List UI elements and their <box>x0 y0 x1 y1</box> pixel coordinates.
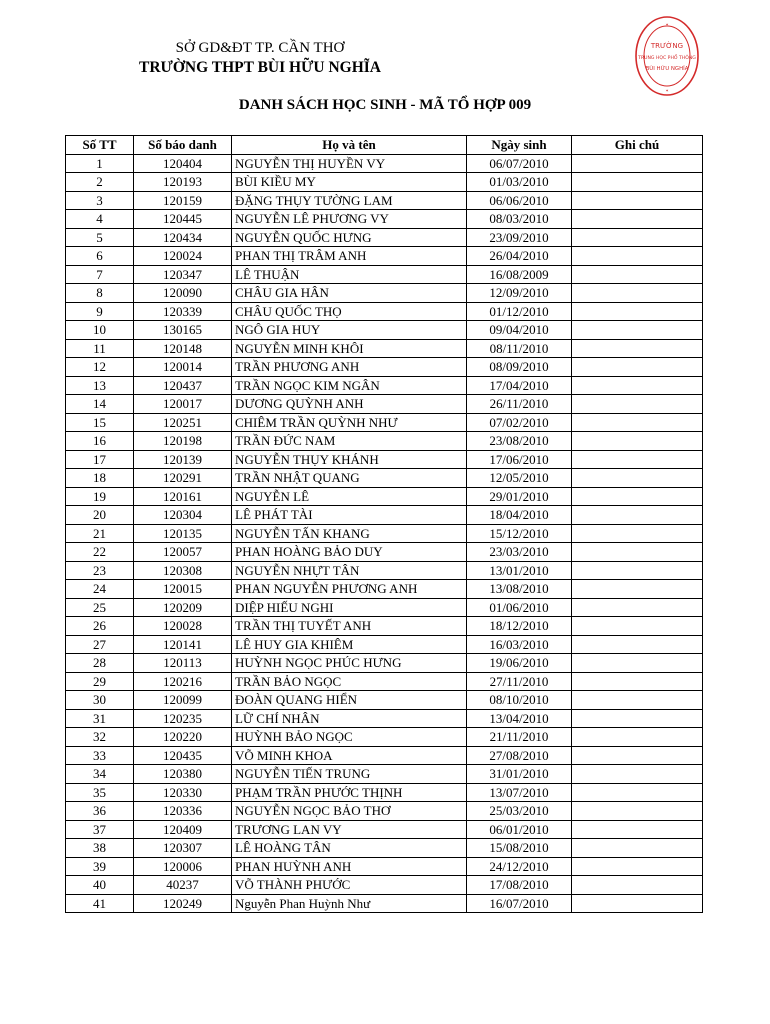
cell-sbd: 120015 <box>134 580 232 599</box>
cell-note <box>572 561 703 580</box>
cell-dob: 08/10/2010 <box>467 691 572 710</box>
cell-dob: 16/07/2010 <box>467 894 572 913</box>
cell-note <box>572 543 703 562</box>
cell-dob: 27/08/2010 <box>467 746 572 765</box>
table-row <box>66 783 703 802</box>
cell-stt: 41 <box>66 894 134 913</box>
cell-dob: 13/04/2010 <box>467 709 572 728</box>
cell-name: LÊ THUẬN <box>232 265 467 284</box>
cell-stt: 22 <box>66 543 134 562</box>
cell-sbd: 130165 <box>134 321 232 340</box>
table-row <box>66 802 703 821</box>
cell-note <box>572 487 703 506</box>
cell-sbd: 120330 <box>134 783 232 802</box>
table-row <box>66 413 703 432</box>
cell-sbd: 120057 <box>134 543 232 562</box>
cell-stt: 17 <box>66 450 134 469</box>
table-row <box>66 228 703 247</box>
cell-dob: 18/12/2010 <box>467 617 572 636</box>
cell-stt: 15 <box>66 413 134 432</box>
cell-stt: 3 <box>66 191 134 210</box>
cell-note <box>572 339 703 358</box>
svg-text:✶: ✶ <box>665 22 669 27</box>
column-header-sbd: Số báo danh <box>134 136 232 155</box>
cell-stt: 36 <box>66 802 134 821</box>
table-row <box>66 839 703 858</box>
cell-sbd: 120435 <box>134 746 232 765</box>
cell-note <box>572 358 703 377</box>
cell-stt: 38 <box>66 839 134 858</box>
cell-sbd: 120090 <box>134 284 232 303</box>
cell-name: BÙI KIỀU MY <box>232 173 467 192</box>
cell-sbd: 120434 <box>134 228 232 247</box>
cell-name: PHAN HOÀNG BẢO DUY <box>232 543 467 562</box>
table-row <box>66 765 703 784</box>
cell-sbd: 120113 <box>134 654 232 673</box>
cell-dob: 23/09/2010 <box>467 228 572 247</box>
cell-note <box>572 506 703 525</box>
cell-stt: 40 <box>66 876 134 895</box>
cell-sbd: 120304 <box>134 506 232 525</box>
cell-sbd: 120161 <box>134 487 232 506</box>
cell-dob: 17/04/2010 <box>467 376 572 395</box>
cell-stt: 26 <box>66 617 134 636</box>
cell-dob: 13/01/2010 <box>467 561 572 580</box>
cell-sbd: 120028 <box>134 617 232 636</box>
document-title: DANH SÁCH HỌC SINH - MÃ TỔ HỢP 009 <box>238 97 532 113</box>
table-row <box>66 580 703 599</box>
table-row <box>66 598 703 617</box>
cell-stt: 34 <box>66 765 134 784</box>
svg-text:✶: ✶ <box>665 88 669 93</box>
cell-stt: 13 <box>66 376 134 395</box>
cell-sbd: 120216 <box>134 672 232 691</box>
cell-sbd: 120307 <box>134 839 232 858</box>
cell-dob: 01/12/2010 <box>467 302 572 321</box>
cell-dob: 26/11/2010 <box>467 395 572 414</box>
cell-stt: 9 <box>66 302 134 321</box>
cell-note <box>572 894 703 913</box>
table-row <box>66 191 703 210</box>
cell-sbd: 120291 <box>134 469 232 488</box>
cell-stt: 19 <box>66 487 134 506</box>
cell-stt: 30 <box>66 691 134 710</box>
cell-sbd: 120014 <box>134 358 232 377</box>
cell-dob: 16/03/2010 <box>467 635 572 654</box>
table-row <box>66 691 703 710</box>
cell-stt: 5 <box>66 228 134 247</box>
cell-sbd: 120339 <box>134 302 232 321</box>
cell-dob: 06/01/2010 <box>467 820 572 839</box>
cell-name: LÊ HOÀNG TÂN <box>232 839 467 858</box>
cell-dob: 15/08/2010 <box>467 839 572 858</box>
table-row <box>66 728 703 747</box>
cell-sbd: 120409 <box>134 820 232 839</box>
cell-stt: 32 <box>66 728 134 747</box>
cell-sbd: 120347 <box>134 265 232 284</box>
cell-dob: 01/06/2010 <box>467 598 572 617</box>
cell-stt: 10 <box>66 321 134 340</box>
document-header <box>110 38 410 78</box>
table-row <box>66 746 703 765</box>
cell-dob: 26/04/2010 <box>467 247 572 266</box>
cell-sbd: 120159 <box>134 191 232 210</box>
cell-name: NGUYỄN QUỐC HƯNG <box>232 228 467 247</box>
cell-stt: 2 <box>66 173 134 192</box>
cell-stt: 35 <box>66 783 134 802</box>
cell-sbd: 120220 <box>134 728 232 747</box>
cell-name: NGUYỄN TIẾN TRUNG <box>232 765 467 784</box>
cell-dob: 21/11/2010 <box>467 728 572 747</box>
cell-note <box>572 302 703 321</box>
cell-sbd: 120198 <box>134 432 232 451</box>
cell-note <box>572 432 703 451</box>
cell-dob: 08/11/2010 <box>467 339 572 358</box>
table-row <box>66 635 703 654</box>
cell-stt: 21 <box>66 524 134 543</box>
department-name: SỞ GD&ĐT TP. CẦN THƠ <box>175 40 345 56</box>
cell-stt: 33 <box>66 746 134 765</box>
cell-name: DƯƠNG QUỲNH ANH <box>232 395 467 414</box>
cell-stt: 11 <box>66 339 134 358</box>
cell-note <box>572 247 703 266</box>
cell-sbd: 120006 <box>134 857 232 876</box>
table-row <box>66 376 703 395</box>
cell-sbd: 120209 <box>134 598 232 617</box>
table-row <box>66 561 703 580</box>
cell-note <box>572 191 703 210</box>
cell-name: HUỲNH BẢO NGỌC <box>232 728 467 747</box>
cell-name: TRẦN PHƯƠNG ANH <box>232 358 467 377</box>
column-header-note: Ghi chú <box>572 136 703 155</box>
cell-name: NGUYỄN LÊ PHƯƠNG VY <box>232 210 467 229</box>
cell-stt: 6 <box>66 247 134 266</box>
cell-note <box>572 469 703 488</box>
cell-note <box>572 802 703 821</box>
column-header-stt: Số TT <box>66 136 134 155</box>
cell-sbd: 120099 <box>134 691 232 710</box>
cell-dob: 23/03/2010 <box>467 543 572 562</box>
cell-sbd: 120437 <box>134 376 232 395</box>
cell-name: PHAN HUỲNH ANH <box>232 857 467 876</box>
cell-sbd: 120017 <box>134 395 232 414</box>
cell-name: LÊ PHÁT TÀI <box>232 506 467 525</box>
cell-sbd: 40237 <box>134 876 232 895</box>
table-row <box>66 672 703 691</box>
table-row <box>66 506 703 525</box>
cell-note <box>572 746 703 765</box>
cell-sbd: 120251 <box>134 413 232 432</box>
cell-stt: 37 <box>66 820 134 839</box>
cell-sbd: 120148 <box>134 339 232 358</box>
cell-stt: 1 <box>66 154 134 173</box>
table-row <box>66 524 703 543</box>
cell-name: CHIÊM TRẦN QUỲNH NHƯ <box>232 413 467 432</box>
cell-note <box>572 820 703 839</box>
cell-stt: 28 <box>66 654 134 673</box>
table-row <box>66 432 703 451</box>
cell-stt: 39 <box>66 857 134 876</box>
cell-dob: 16/08/2009 <box>467 265 572 284</box>
cell-dob: 31/01/2010 <box>467 765 572 784</box>
cell-sbd: 120249 <box>134 894 232 913</box>
cell-note <box>572 876 703 895</box>
cell-dob: 12/09/2010 <box>467 284 572 303</box>
cell-name: NGÔ GIA HUY <box>232 321 467 340</box>
cell-dob: 01/03/2010 <box>467 173 572 192</box>
cell-name: LÊ HUY GIA KHIÊM <box>232 635 467 654</box>
svg-text:TRUNG HỌC PHỔ THÔNG: TRUNG HỌC PHỔ THÔNG <box>638 56 696 61</box>
cell-sbd: 120445 <box>134 210 232 229</box>
cell-sbd: 120380 <box>134 765 232 784</box>
cell-stt: 24 <box>66 580 134 599</box>
cell-dob: 23/08/2010 <box>467 432 572 451</box>
svg-text:BÙI HỮU NGHĨA: BÙI HỮU NGHĨA <box>645 66 689 72</box>
cell-sbd: 120139 <box>134 450 232 469</box>
table-row <box>66 617 703 636</box>
cell-note <box>572 395 703 414</box>
cell-note <box>572 709 703 728</box>
cell-stt: 16 <box>66 432 134 451</box>
cell-name: CHÂU GIA HÂN <box>232 284 467 303</box>
svg-text:TRƯỜNG: TRƯỜNG <box>650 42 684 50</box>
cell-name: NGUYỄN MINH KHÔI <box>232 339 467 358</box>
cell-dob: 08/03/2010 <box>467 210 572 229</box>
cell-dob: 17/06/2010 <box>467 450 572 469</box>
table-row <box>66 543 703 562</box>
cell-note <box>572 173 703 192</box>
cell-note <box>572 691 703 710</box>
school-name: TRƯỜNG THPT BÙI HỮU NGHĨA <box>139 59 381 76</box>
column-header-name: Họ và tên <box>232 136 467 155</box>
school-seal-stamp <box>634 14 700 98</box>
cell-note <box>572 765 703 784</box>
cell-name: PHAN THỊ TRÂM ANH <box>232 247 467 266</box>
cell-note <box>572 321 703 340</box>
cell-sbd: 120024 <box>134 247 232 266</box>
cell-note <box>572 783 703 802</box>
cell-note <box>572 857 703 876</box>
table-row <box>66 450 703 469</box>
table-row <box>66 284 703 303</box>
cell-stt: 29 <box>66 672 134 691</box>
cell-name: VÕ THÀNH PHƯỚC <box>232 876 467 895</box>
table-row <box>66 321 703 340</box>
table-row <box>66 265 703 284</box>
cell-name: TRẦN NGỌC KIM NGÂN <box>232 376 467 395</box>
cell-stt: 12 <box>66 358 134 377</box>
cell-dob: 27/11/2010 <box>467 672 572 691</box>
cell-name: VÕ MINH KHOA <box>232 746 467 765</box>
column-header-dob: Ngày sinh <box>467 136 572 155</box>
cell-name: TRƯƠNG LAN VY <box>232 820 467 839</box>
cell-dob: 06/06/2010 <box>467 191 572 210</box>
cell-note <box>572 617 703 636</box>
cell-sbd: 120193 <box>134 173 232 192</box>
cell-note <box>572 728 703 747</box>
cell-name: Nguyễn Phan Huỳnh Như <box>232 894 467 913</box>
cell-note <box>572 654 703 673</box>
table-row <box>66 654 703 673</box>
cell-sbd: 120141 <box>134 635 232 654</box>
cell-name: CHÂU QUỐC THỌ <box>232 302 467 321</box>
cell-name: ĐOÀN QUANG HIỂN <box>232 691 467 710</box>
cell-dob: 07/02/2010 <box>467 413 572 432</box>
cell-dob: 12/05/2010 <box>467 469 572 488</box>
cell-name: NGUYỄN NGỌC BẢO THƠ <box>232 802 467 821</box>
table-row <box>66 302 703 321</box>
table-row <box>66 358 703 377</box>
cell-note <box>572 413 703 432</box>
cell-sbd: 120235 <box>134 709 232 728</box>
cell-stt: 27 <box>66 635 134 654</box>
table-row <box>66 876 703 895</box>
cell-name: NGUYỄN NHỰT TÂN <box>232 561 467 580</box>
table-row <box>66 857 703 876</box>
cell-sbd: 120336 <box>134 802 232 821</box>
cell-dob: 13/08/2010 <box>467 580 572 599</box>
cell-name: LỮ CHÍ NHÂN <box>232 709 467 728</box>
cell-dob: 29/01/2010 <box>467 487 572 506</box>
table-row <box>66 210 703 229</box>
cell-dob: 24/12/2010 <box>467 857 572 876</box>
cell-stt: 20 <box>66 506 134 525</box>
cell-name: NGUYỄN LÊ <box>232 487 467 506</box>
cell-note <box>572 284 703 303</box>
cell-name: DIỆP HIẾU NGHI <box>232 598 467 617</box>
student-list-table <box>65 135 703 913</box>
cell-note <box>572 210 703 229</box>
cell-name: NGUYỄN THỤY KHÁNH <box>232 450 467 469</box>
cell-sbd: 120404 <box>134 154 232 173</box>
cell-name: ĐẶNG THỤY TƯỜNG LAM <box>232 191 467 210</box>
table-row <box>66 709 703 728</box>
cell-name: PHẠM TRẦN PHƯỚC THỊNH <box>232 783 467 802</box>
cell-note <box>572 635 703 654</box>
cell-note <box>572 154 703 173</box>
table-row <box>66 247 703 266</box>
table-row <box>66 894 703 913</box>
cell-name: TRẦN NHẬT QUANG <box>232 469 467 488</box>
cell-note <box>572 376 703 395</box>
cell-note <box>572 839 703 858</box>
cell-dob: 09/04/2010 <box>467 321 572 340</box>
cell-note <box>572 598 703 617</box>
cell-stt: 18 <box>66 469 134 488</box>
cell-name: PHAN NGUYỄN PHƯƠNG ANH <box>232 580 467 599</box>
cell-name: HUỲNH NGỌC PHÚC HƯNG <box>232 654 467 673</box>
cell-stt: 31 <box>66 709 134 728</box>
cell-name: NGUYỄN THỊ HUYỀN VY <box>232 154 467 173</box>
cell-name: TRẦN THỊ TUYẾT ANH <box>232 617 467 636</box>
cell-stt: 7 <box>66 265 134 284</box>
cell-note <box>572 580 703 599</box>
cell-sbd: 120308 <box>134 561 232 580</box>
cell-name: TRẦN BẢO NGỌC <box>232 672 467 691</box>
cell-name: NGUYỄN TẤN KHANG <box>232 524 467 543</box>
cell-dob: 18/04/2010 <box>467 506 572 525</box>
cell-note <box>572 450 703 469</box>
table-header-row <box>66 136 703 155</box>
cell-stt: 25 <box>66 598 134 617</box>
table-row <box>66 339 703 358</box>
cell-dob: 19/06/2010 <box>467 654 572 673</box>
cell-dob: 08/09/2010 <box>467 358 572 377</box>
table-row <box>66 173 703 192</box>
cell-note <box>572 228 703 247</box>
cell-note <box>572 524 703 543</box>
table-row <box>66 469 703 488</box>
cell-stt: 4 <box>66 210 134 229</box>
cell-note <box>572 265 703 284</box>
cell-dob: 06/07/2010 <box>467 154 572 173</box>
cell-note <box>572 672 703 691</box>
cell-dob: 25/03/2010 <box>467 802 572 821</box>
cell-stt: 23 <box>66 561 134 580</box>
cell-stt: 14 <box>66 395 134 414</box>
table-row <box>66 395 703 414</box>
cell-name: TRẦN ĐỨC NAM <box>232 432 467 451</box>
cell-stt: 8 <box>66 284 134 303</box>
cell-dob: 13/07/2010 <box>467 783 572 802</box>
cell-dob: 15/12/2010 <box>467 524 572 543</box>
table-row <box>66 487 703 506</box>
table-row <box>66 154 703 173</box>
table-row <box>66 820 703 839</box>
cell-sbd: 120135 <box>134 524 232 543</box>
cell-dob: 17/08/2010 <box>467 876 572 895</box>
